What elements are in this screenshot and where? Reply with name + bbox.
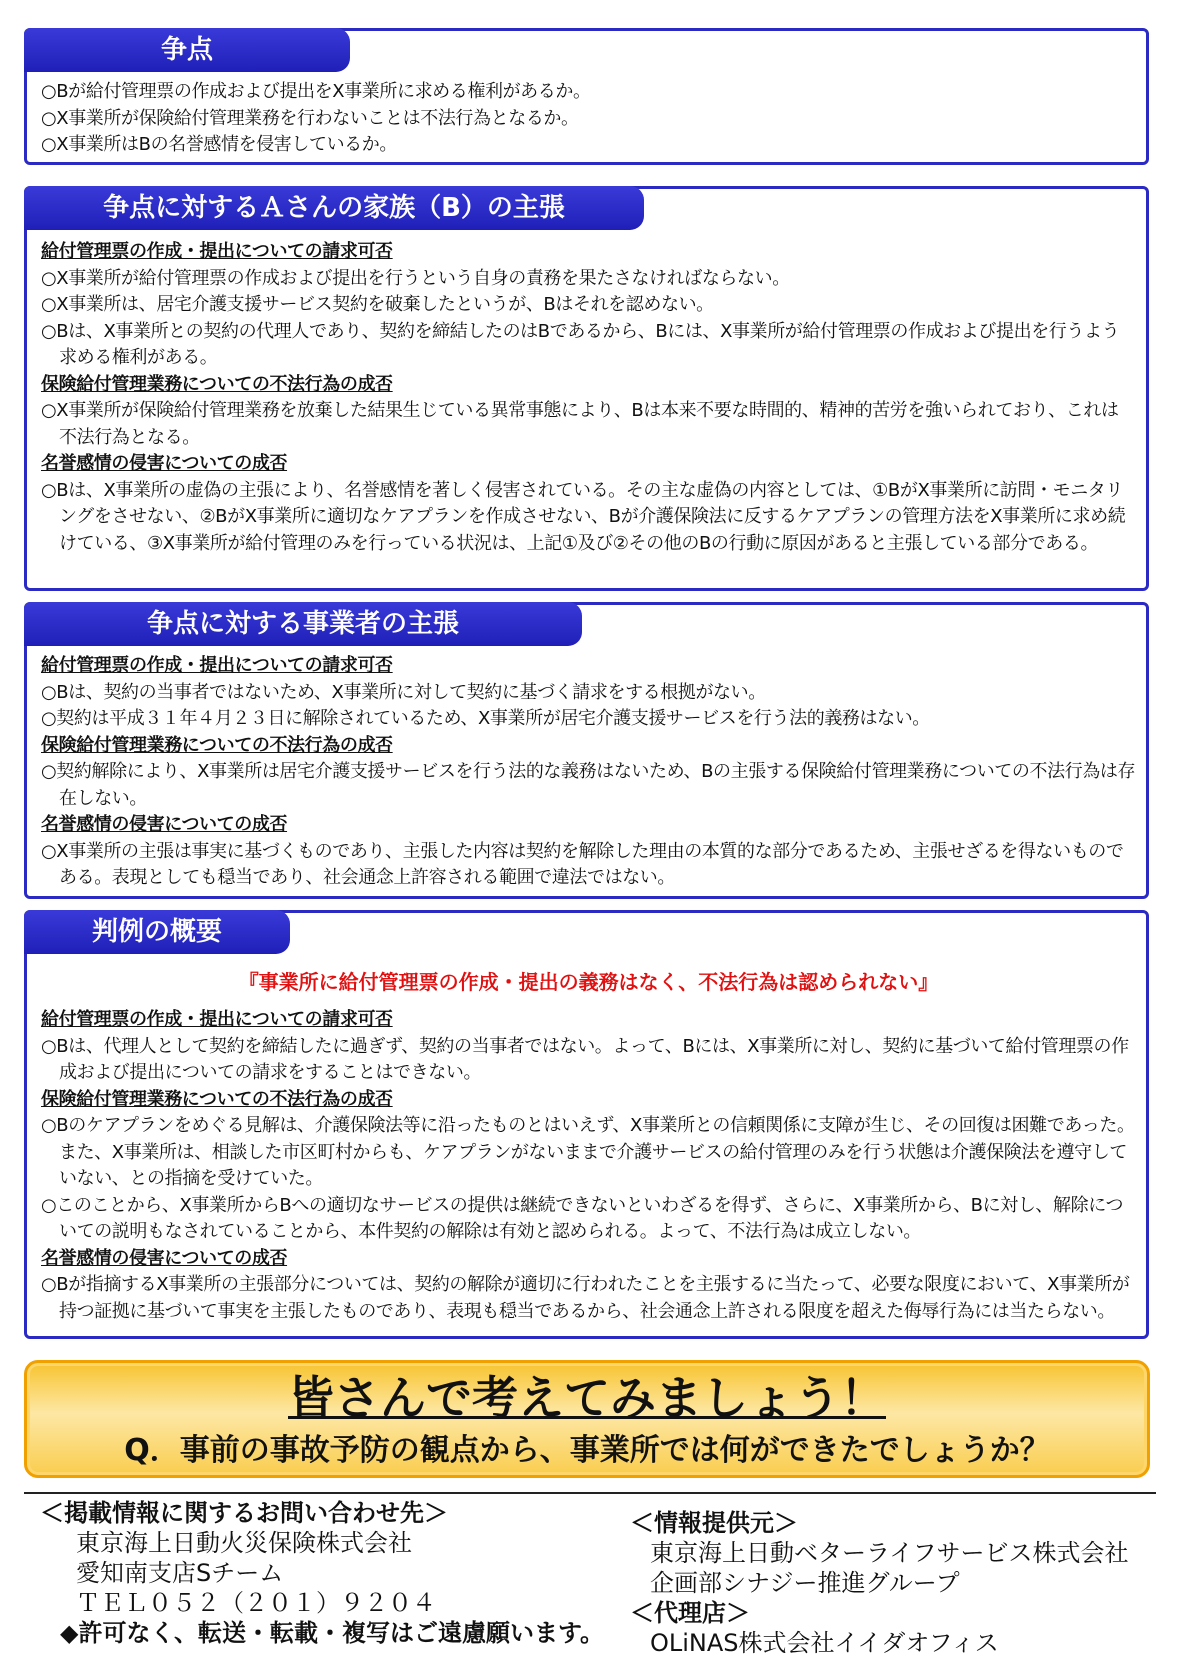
copy-notice: ◆許可なく、転送・転載・複写はご遠慮願います。 [60,1619,605,1647]
list-item: ○X事業所は、居宅介護支援サービス契約を破棄したというが、Bはそれを認めない。 [41,294,714,315]
issues-box [24,28,1149,165]
family-claims-box [24,186,1149,591]
contact-info [40,1498,604,1648]
list-item: ○Bが給付管理票の作成および提出をX事業所に求める権利があるか。 [41,81,591,102]
contact-company: 東京海上日動火災保険株式会社 [76,1529,412,1557]
list-item: ○Bが指摘するX事業所の主張部分については、契約の解除が適切に行われたことを主張するに当たって、必要な限度において、X事業所が持つ証拠に基づいて事実を主張したものであり、表現も穏当であるから、社会通念上許される限度を超えた侮辱行為には当たらない。 [41,1274,1130,1322]
operator-claims-content [41,653,1136,892]
family-claims-title: 争点に対するＡさんの家族（B）の主張 [24,186,644,230]
provider-company: 東京海上日動ベターライフサービス株式会社 [650,1539,1129,1567]
banner-title: 皆さんで考えてみましょう！ [288,1371,886,1425]
contact-heading: ＜掲載情報に関するお問い合わせ先＞ [40,1499,448,1527]
operator-claims-box [24,602,1149,899]
subheading: 保険給付管理業務についての不法行為の成否 [41,1088,393,1110]
list-item: ○X事業所はBの名誉感情を侵害しているか。 [41,134,397,155]
contact-tel: ＴＥＬ０５２（２０１）９２０４ [76,1589,436,1617]
judgment-summary-box [24,910,1149,1339]
subheading: 名誉感情の侵害についての成否 [41,453,288,474]
list-item: ○X事業所が保険給付管理業務を放棄した結果生じている異常事態により、Bは本来不要な時間的、精神的苦労を強いられており、これは不法行為となる。 [41,400,1119,448]
verdict-headline: 『事業所に給付管理票の作成・提出の義務はなく、不法行為は認められない』 [238,970,939,994]
agency-name: OLiNAS株式会社イイダオフィス [650,1629,999,1657]
subheading: 給付管理票の作成・提出についての請求可否 [41,1009,393,1030]
footer-divider [24,1492,1156,1494]
list-item: ○X事業所が給付管理票の作成および提出を行うという自身の責務を果たさなければならない。 [41,267,790,289]
judgment-summary-content [41,963,1136,1325]
list-item: ○Bは、契約の当事者ではないため、X事業所に対して契約に基づく請求をする根拠がない。 [41,681,766,703]
issues-title: 争点 [24,28,350,72]
subheading: 名誉感情の侵害についての成否 [41,814,288,835]
provider-info [630,1508,1129,1658]
discussion-banner [24,1360,1150,1478]
subheading: 給付管理票の作成・提出についての請求可否 [41,655,393,676]
judgment-summary-title: 判例の概要 [24,910,290,954]
list-item: ○契約は平成３１年４月２３日に解除されているため、X事業所が居宅介護支援サービスを行う法的義務はない。 [41,708,930,729]
agency-heading: ＜代理店＞ [630,1599,750,1627]
list-item: ○X事業所の主張は事実に基づくものであり、主張した内容は契約を解除した理由の本質的な部分であるため、主張せざるを得ないものである。表現としても穏当であり、社会通念上許容される範囲で違法ではない。 [41,840,1124,888]
provider-dept: 企画部シナジー推進グループ [650,1569,960,1597]
list-item: ○契約解除により、X事業所は居宅介護支援サービスを行う法的な義務はないため、Bの主張する保険給付管理業務についての不法行為は存在しない。 [41,761,1136,809]
list-item: ○X事業所が保険給付管理業務を行わないことは不法行為となるか。 [41,107,579,129]
list-item: ○Bは、X事業所との契約の代理人であり、契約を締結したのはBであるから、Bには、X事業所が給付管理票の作成および提出を行うよう求める権利がある。 [41,320,1120,368]
list-item: ○Bは、X事業所の虚偽の主張により、名誉感情を著しく侵害されている。その主な虚偽の内容としては、①BがX事業所に訪問・モニタリングをさせない、②BがX事業所に適切なケアプランを作成させない、Bが介護保険法に反するケアプランの管理方法をX事業所に求め続けている、③X事業所が給付管理のみを行っている状況は、上記①及び②その他のBの行動に原因があると主張している部分である。 [41,479,1126,554]
subheading: 保険給付管理業務についての不法行為の成否 [41,734,393,756]
family-claims-content [41,239,1136,557]
operator-claims-title: 争点に対する事業者の主張 [24,602,582,646]
issues-content [41,79,1136,159]
subheading: 給付管理票の作成・提出についての請求可否 [41,241,393,262]
banner-question: Q．事前の事故予防の観点から、事業所では何ができたでしょうか？ [124,1433,1050,1468]
list-item: ○Bのケアプランをめぐる見解は、介護保険法等に沿ったものとはいえず、X事業所との信頼関係に支障が生じ、その回復は困難であった。また、X事業所は、相談した市区町村からも、ケアプランがないままで介護サービスの給付管理のみを行う状態は介護保険法を遵守していない、との指摘を受けていた。 [41,1115,1135,1189]
subheading: 名誉感情の侵害についての成否 [41,1247,288,1269]
list-item: ○Bは、代理人として契約を締結したに過ぎず、契約の当事者ではない。よって、Bには、X事業所に対し、契約に基づいて給付管理票の作成および提出についての請求をすることはできない。 [41,1035,1129,1083]
provider-heading: ＜情報提供元＞ [630,1509,798,1537]
subheading: 保険給付管理業務についての不法行為の成否 [41,373,393,395]
list-item: ○このことから、X事業所からBへの適切なサービスの提供は継続できないといわざるを得ず、さらに、X事業所から、Bに対し、解除についての説明もなされていることから、本件契約の解除は有効と認められる。よって、不法行為は成立しない。 [41,1194,1124,1242]
contact-branch: 愛知南支店Sチーム [76,1559,284,1587]
